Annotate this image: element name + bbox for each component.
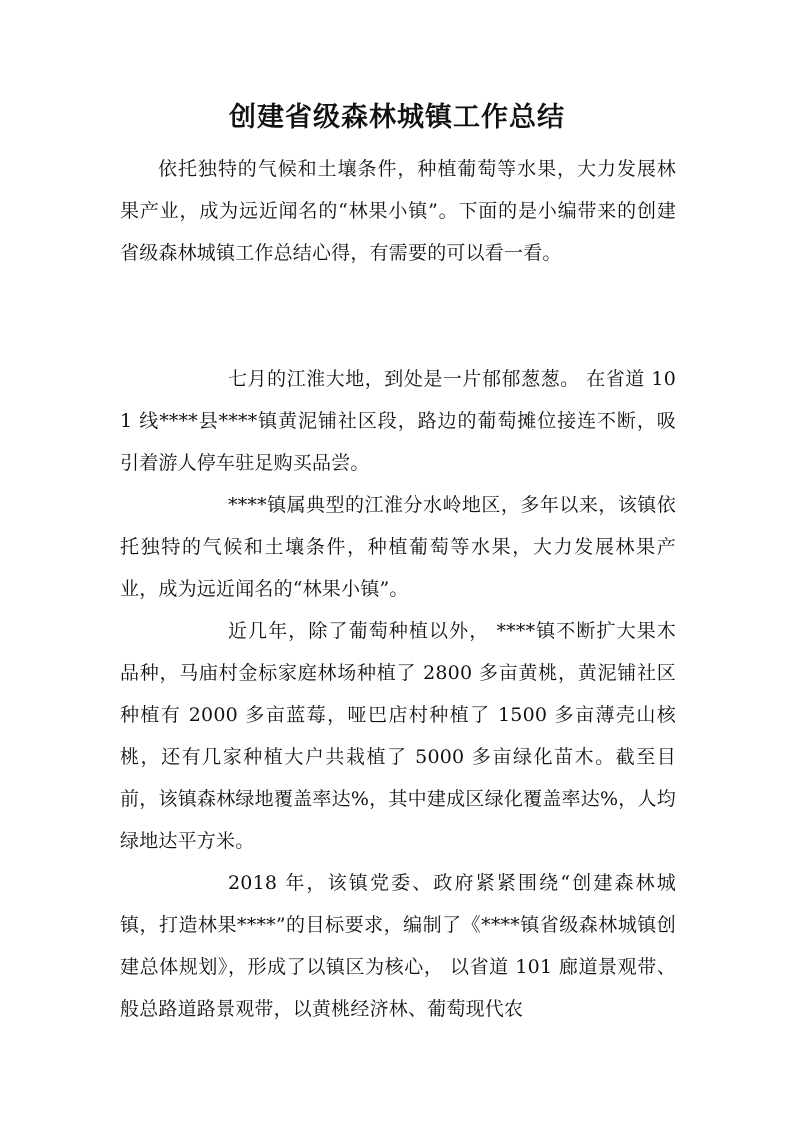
body-paragraph: 2018 年，该镇党委、政府紧紧围绕“创建森林城镇，打造林果****”的目标要求，编制了《****镇省级森林城镇创建总体规划》，形成了以镇区为核心， 以省道 101 廊道景观带、般总路道路景观带，以黄桃经济林、葡萄现代农 xyxy=(120,872,676,1020)
document-title: 创建省级森林城镇工作总结 xyxy=(229,102,565,133)
paragraph-gap xyxy=(120,316,676,358)
intro-paragraph: 依托独特的气候和土壤条件，种植葡萄等水果，大力发展林果产业，成为远近闻名的“林果小镇”。下面的是小编带来的创建省级森林城镇工作总结心得，有需要的可以看一看。 xyxy=(120,158,676,264)
paragraph-gap xyxy=(120,274,676,316)
body-paragraph: ****镇属典型的江淮分水岭地区，多年以来，该镇依托独特的气候和土壤条件，种植葡萄等水果，大力发展林果产业，成为远近闻名的“林果小镇”。 xyxy=(120,494,676,600)
document-body xyxy=(120,148,676,1030)
body-paragraph: 七月的江淮大地，到处是一片郁郁葱葱。 在省道 101 线****县****镇黄泥铺社区段，路边的葡萄摊位接连不断，吸引着游人停车驻足购买品尝。 xyxy=(120,368,676,474)
body-paragraph: 近几年，除了葡萄种植以外， ****镇不断扩大果木品种，马庙村金标家庭林场种植了 2800 多亩黄桃，黄泥铺社区种植有 2000 多亩蓝莓，哑巴店村种植了 1500 多亩薄壳山核桃，还有几家种植大户共栽植了 5000 多亩绿化苗木。截至目前，该镇森林绿地覆盖率达%，其中建成区绿化覆盖率达%，人均绿地达平方米。 xyxy=(120,620,676,852)
